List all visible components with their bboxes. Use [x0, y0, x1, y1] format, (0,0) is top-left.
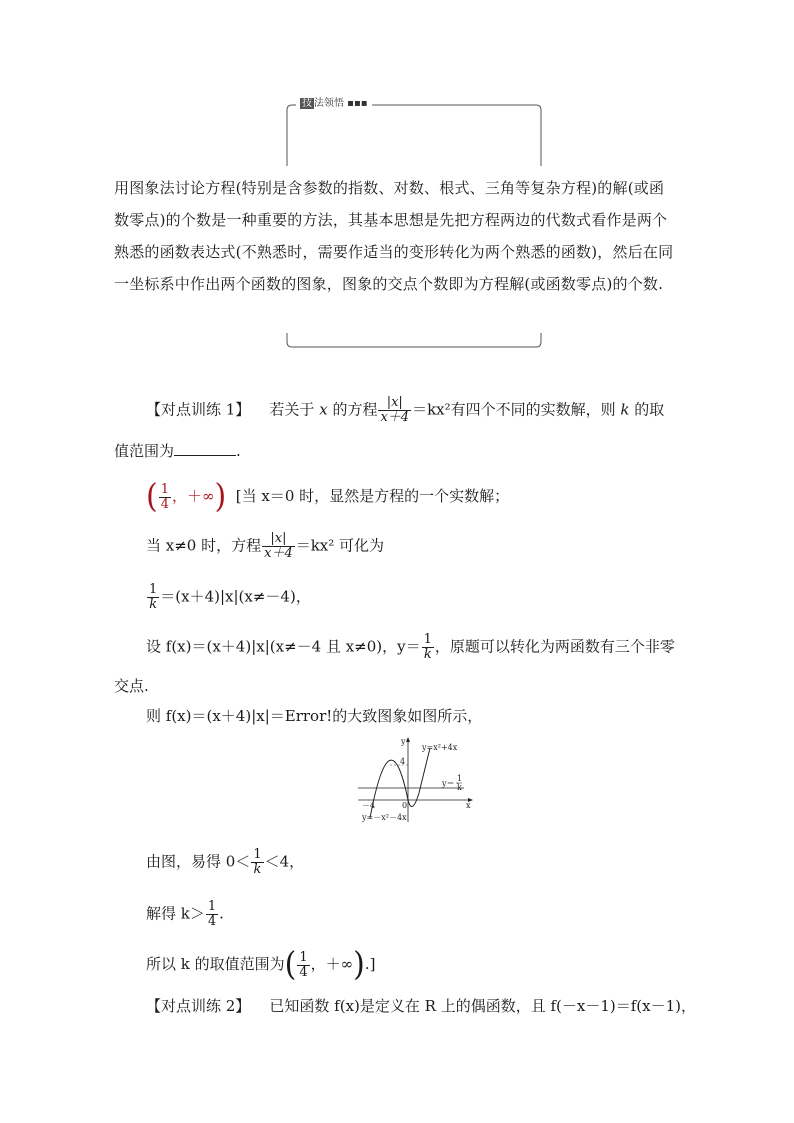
- answer-line2: 当 x≠0 时，方程 $\frac{|x|}{x+4}$ ＝kx² 可化为: [146, 531, 385, 561]
- answer-line7: 由图，易得 0＜ $\frac{1}{k}$ ＜4，: [146, 847, 305, 877]
- y-axis-label: y: [401, 737, 406, 746]
- line-label-den: k: [457, 783, 462, 792]
- function-graph: [356, 736, 474, 824]
- fraction: $\frac{|x|}{x+4}$: [380, 395, 410, 425]
- box-bottom-frame: [286, 332, 542, 348]
- box-top-frame: [286, 104, 542, 166]
- method-tag: 技 法领悟 ▪▪▪: [296, 97, 372, 111]
- answer-line6: 则 f(x)＝(x＋4)|x|＝Error!的大致图象如图所示，: [146, 707, 483, 725]
- origin-label: 0: [402, 801, 408, 810]
- line-label: y＝: [442, 779, 455, 788]
- curve-right-label: y=x²+4x: [422, 743, 458, 752]
- x-axis-label: x: [466, 801, 471, 810]
- answer-line4: 设 f(x)＝(x＋4)|x|(x≠－4 且 x≠0)，y＝ $\frac{1}{k}$ ，原题可以转化为两函数有三个非零: [146, 632, 675, 662]
- answer-line3: $\frac{1}{k}$ ＝(x＋4)|x|(x≠－4)，: [149, 582, 311, 612]
- exercise1-question: 【对点训练 1】 若关于 x 的方程 $\frac{|x|}{x+4}$ ＝kx²有四个不同的实数解，则 k 的取: [146, 395, 665, 425]
- line-label-num: 1: [457, 774, 463, 783]
- answer-value: ( $\frac{1}{4}$ ，＋∞): [146, 477, 227, 516]
- answer-line5: 交点.: [114, 677, 149, 695]
- curve-left-label: y=－x²－4x: [362, 813, 407, 822]
- exercise2-question: 【对点训练 2】 已知函数 f(x)是定义在 R 上的偶函数，且 f(－x－1)＝f(x－1)，: [146, 997, 696, 1015]
- exercise1-question-line2: 值范围为 .: [114, 442, 241, 460]
- answer-line9: 所以 k 的取值范围为( $\frac{1}{4}$ ，＋∞).]: [146, 945, 376, 984]
- tick-4: 4: [400, 757, 406, 766]
- y-axis-arrow: [406, 737, 410, 742]
- method-text: 用图象法讨论方程(特别是含参数的指数、对数、根式、三角等复杂方程)的解(或函数零点)的个数是一种重要的方法，其基本思想是先把方程两边的代数式看作是两个熟悉的函数表达式(不熟悉时，需要作适当的变形转化为两个熟悉的函数)，然后在同一坐标系中作出两个函数的图象，图象的交点个数即为方程解(或函数零点)的个数.: [114, 179, 674, 293]
- answer-line8: 解得 k＞ $\frac{1}{4}$ .: [146, 899, 224, 929]
- answer-line1: ( $\frac{1}{4}$ ，＋∞) [当 x＝0 时，显然是方程的一个实数解；: [146, 477, 510, 516]
- tick-neg4: －4: [362, 801, 376, 810]
- right-curve: [408, 748, 430, 807]
- answer-blank: [174, 441, 236, 456]
